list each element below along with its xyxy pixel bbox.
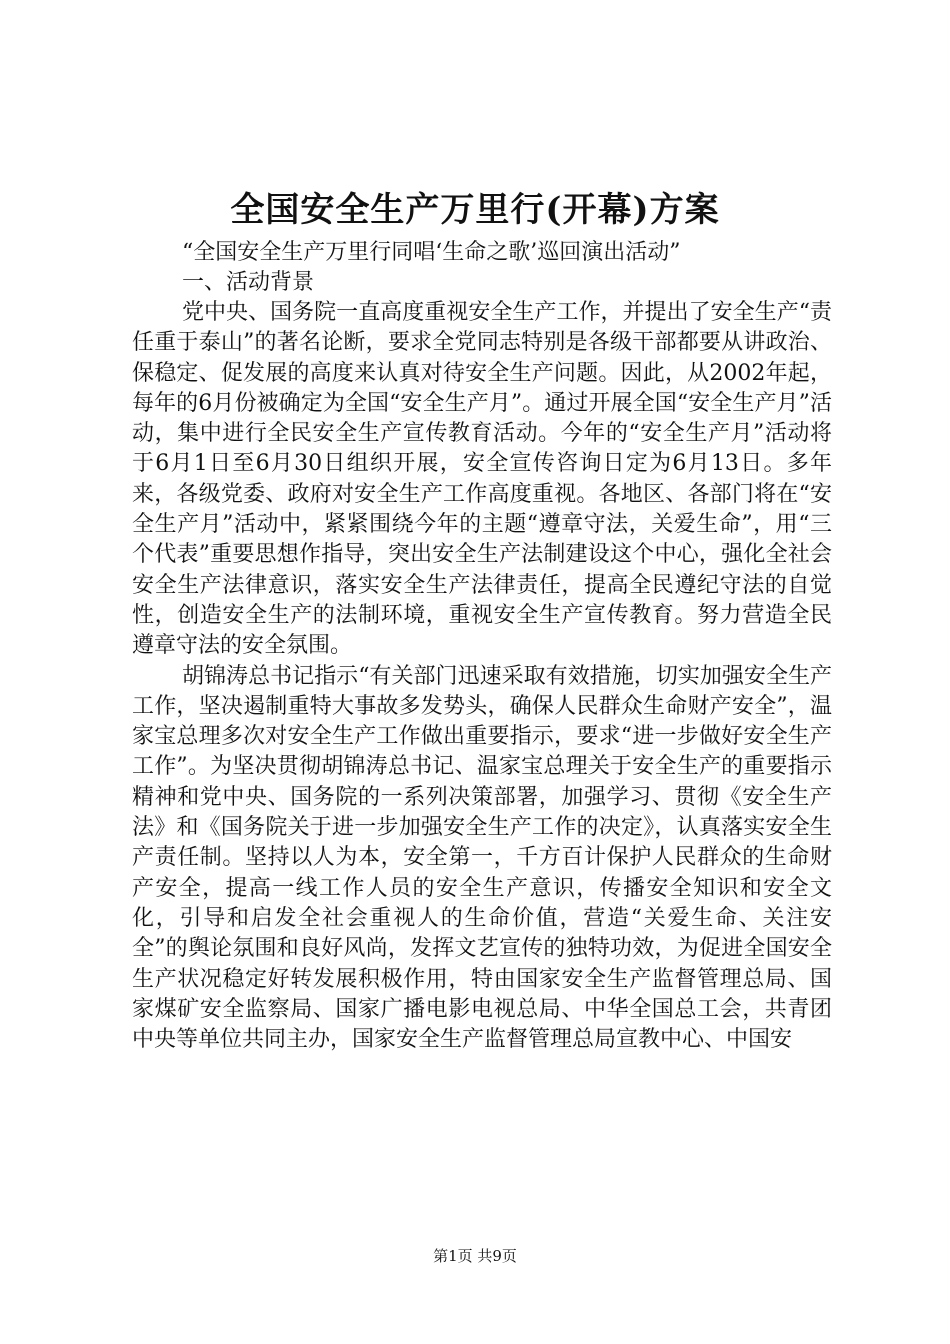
document-body [132,298,832,1055]
document-title: 全国安全生产万里行(开幕)方案 [230,190,720,230]
paragraph-2: 胡锦涛总书记指示“有关部门迅速采取有效措施，切实加强安全生产工作，坚决遏制重特大事故多发势头，确保人民群众生命财产安全”，温家宝总理多次对安全生产工作做出重要指示，要求“进一步做好安全生产工作”。为坚决贯彻胡锦涛总书记、温家宝总理关于安全生产的重要指示精神和党中央、国务院的一系列决策部署，加强学习、贯彻《安全生产法》和《国务院关于进一步加强安全生产工作的决定》，认真落实安全生产责任制。坚持以人为本，安全第一，千方百计保护人民群众的生命财产安全，提高一线工作人员的安全生产意识，传播安全知识和安全文化，引导和启发全社会重视人的生命价值，营造“关爱生命、关注安全”的舆论氛围和良好风尚，发挥文艺宣传的独特功效，为促进全国安全生产状况稳定好转发展积极作用，特由国家安全生产监督管理总局、国家煤矿安全监察局、国家广播电影电视总局、中华全国总工会，共青团中央等单位共同主办，国家安全生产监督管理总局宣教中心、中国安 [132,663,832,1053]
document-subtitle: “全国安全生产万里行同唱‘生命之歌’巡回演出活动” [182,240,681,265]
paragraph-1: 党中央、国务院一直高度重视安全生产工作，并提出了安全生产“责任重于泰山”的著名论断，要求全党同志特别是各级干部都要从讲政治、保稳定、促发展的高度来认真对待安全生产问题。因此，从2002年起，每年的6月份被确定为全国“安全生产月”。通过开展全国“安全生产月”活动，集中进行全民安全生产宣传教育活动。今年的“安全生产月”活动将于6月1日至6月30日组织开展，安全宣传咨询日定为6月13日。多年来，各级党委、政府对安全生产工作高度重视。各地区、各部门将在“安全生产月”活动中，紧紧围绕今年的主题“遵章守法，关爱生命”，用“三个代表”重要思想作指导，突出安全生产法制建设这个中心，强化全社会安全生产法律意识，落实安全生产法律责任，提高全民遵纪守法的自觉性，创造安全生产的法制环境，重视安全生产宣传教育。努力营造全民遵章守法的安全氛围。 [132,300,832,659]
page-footer: 第1页 共9页 [433,1247,517,1265]
section-heading: 一、活动背景 [182,270,315,295]
